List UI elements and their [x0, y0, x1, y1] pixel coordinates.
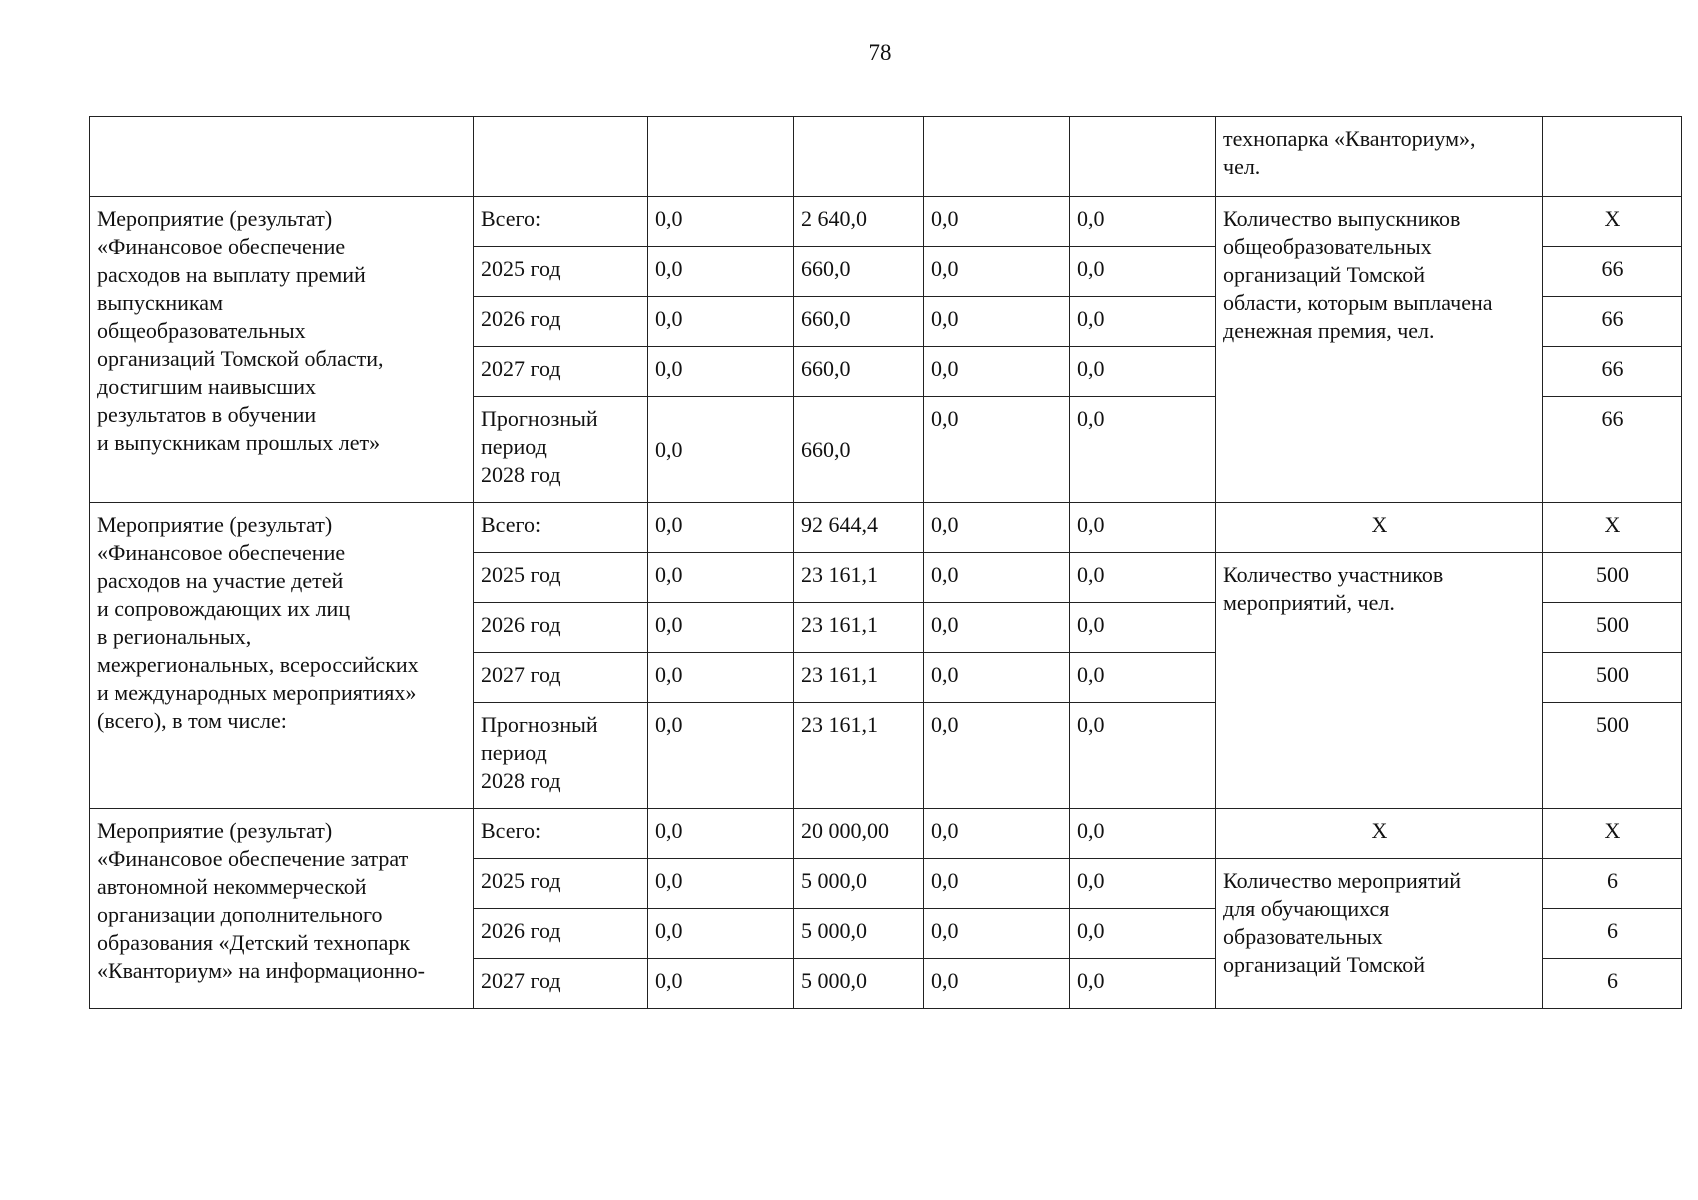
amount-cell: 0,0 — [1070, 909, 1216, 959]
amount-cell: 0,0 — [648, 909, 794, 959]
amount-cell: 0,0 — [924, 197, 1070, 247]
amount-cell: 23 161,1 — [794, 703, 924, 809]
indicator-value-cell: 66 — [1543, 297, 1682, 347]
amount-cell: 0,0 — [648, 297, 794, 347]
indicator-value-cell: 66 — [1543, 397, 1682, 503]
period-cell: Прогнозный период 2028 год — [474, 397, 648, 503]
period-cell: 2026 год — [474, 909, 648, 959]
amount-cell: 0,0 — [648, 503, 794, 553]
amount-cell: 0,0 — [648, 859, 794, 909]
amount-cell: 0,0 — [1070, 197, 1216, 247]
amount-cell: 23 161,1 — [794, 653, 924, 703]
indicator-value-cell: Х — [1543, 809, 1682, 859]
amount-cell: 0,0 — [648, 347, 794, 397]
period-cell: Всего: — [474, 809, 648, 859]
event-cell — [90, 117, 474, 197]
period-cell: 2025 год — [474, 859, 648, 909]
amount-cell: 0,0 — [1070, 653, 1216, 703]
amount-cell: 0,0 — [1070, 297, 1216, 347]
amount-cell: 660,0 — [794, 247, 924, 297]
indicator-value-cell: 6 — [1543, 909, 1682, 959]
indicator-cell: Х — [1216, 809, 1543, 859]
amount-cell: 5 000,0 — [794, 959, 924, 1009]
indicator-value-cell: Х — [1543, 197, 1682, 247]
amount-cell: 0,0 — [924, 553, 1070, 603]
period-cell: Всего: — [474, 503, 648, 553]
period-cell: 2026 год — [474, 297, 648, 347]
amount-cell: 0,0 — [924, 703, 1070, 809]
indicator-value-cell: Х — [1543, 503, 1682, 553]
amount-cell: 23 161,1 — [794, 553, 924, 603]
amount-cell: 0,0 — [1070, 397, 1216, 503]
amount-cell: 0,0 — [648, 553, 794, 603]
period-cell: 2027 год — [474, 347, 648, 397]
table-row — [90, 197, 1682, 247]
amount-cell: 0,0 — [924, 959, 1070, 1009]
event-cell: Мероприятие (результат) «Финансовое обеспечение расходов на выплату премий выпускникам общеобразовательных организаций Томской области, достигшим наивысших результатов в обучении и выпускникам прошлых лет» — [90, 197, 474, 503]
period-cell: 2025 год — [474, 553, 648, 603]
indicator-value-cell: 500 — [1543, 553, 1682, 603]
amount-cell: 0,0 — [648, 197, 794, 247]
indicator-value-cell: 500 — [1543, 653, 1682, 703]
indicator-cell: Количество участников мероприятий, чел. — [1216, 553, 1543, 809]
amount-cell: 0,0 — [924, 653, 1070, 703]
amount-cell: 0,0 — [924, 247, 1070, 297]
indicator-value-cell: 500 — [1543, 703, 1682, 809]
period-cell: Всего: — [474, 197, 648, 247]
amount-cell: 0,0 — [924, 503, 1070, 553]
amount-cell: 0,0 — [1070, 859, 1216, 909]
program-table — [89, 116, 1682, 1009]
amount-cell: 0,0 — [1070, 959, 1216, 1009]
amount-cell: 0,0 — [648, 653, 794, 703]
period-cell — [474, 117, 648, 197]
amount-cell: 5 000,0 — [794, 859, 924, 909]
amount-cell — [794, 117, 924, 197]
amount-cell: 23 161,1 — [794, 603, 924, 653]
indicator-cell: Количество выпускников общеобразовательных организаций Томской области, которым выплачена денежная премия, чел. — [1216, 197, 1543, 503]
indicator-cell: Количество мероприятий для обучающихся образовательных организаций Томской — [1216, 859, 1543, 1009]
period-cell: 2027 год — [474, 959, 648, 1009]
indicator-cell: технопарка «Кванториум», чел. — [1216, 117, 1543, 197]
indicator-value-cell: 6 — [1543, 959, 1682, 1009]
amount-cell — [1070, 117, 1216, 197]
indicator-value-cell: 6 — [1543, 859, 1682, 909]
indicator-cell: Х — [1216, 503, 1543, 553]
period-cell: 2025 год — [474, 247, 648, 297]
amount-cell: 0,0 — [1070, 503, 1216, 553]
period-cell: Прогнозный период 2028 год — [474, 703, 648, 809]
amount-cell: 660,0 — [794, 297, 924, 347]
amount-cell: 0,0 — [924, 397, 1070, 503]
indicator-value-cell: 500 — [1543, 603, 1682, 653]
amount-cell: 0,0 — [1070, 347, 1216, 397]
table-row — [90, 809, 1682, 859]
amount-cell: 660,0 — [794, 397, 924, 503]
amount-cell: 0,0 — [1070, 553, 1216, 603]
amount-cell: 20 000,00 — [794, 809, 924, 859]
amount-cell: 0,0 — [924, 297, 1070, 347]
continuation-row — [90, 117, 1682, 197]
amount-cell: 0,0 — [1070, 603, 1216, 653]
indicator-value-cell — [1543, 117, 1682, 197]
page-number: 78 — [868, 40, 892, 65]
amount-cell: 2 640,0 — [794, 197, 924, 247]
indicator-value-cell: 66 — [1543, 347, 1682, 397]
amount-cell: 92 644,4 — [794, 503, 924, 553]
amount-cell: 0,0 — [648, 603, 794, 653]
event-cell: Мероприятие (результат) «Финансовое обеспечение расходов на участие детей и сопровождающих их лиц в региональных, межрегиональных, всероссийских и международных мероприятиях» (всего), в том числе: — [90, 503, 474, 809]
indicator-value-cell: 66 — [1543, 247, 1682, 297]
amount-cell: 0,0 — [924, 809, 1070, 859]
amount-cell: 0,0 — [924, 909, 1070, 959]
amount-cell: 0,0 — [648, 397, 794, 503]
amount-cell: 0,0 — [1070, 247, 1216, 297]
amount-cell: 0,0 — [648, 703, 794, 809]
amount-cell — [924, 117, 1070, 197]
event-cell: Мероприятие (результат) «Финансовое обеспечение затрат автономной некоммерческой организации дополнительного образования «Детский технопарк «Кванториум» на информационно- — [90, 809, 474, 1009]
amount-cell: 660,0 — [794, 347, 924, 397]
amount-cell: 0,0 — [1070, 703, 1216, 809]
amount-cell: 0,0 — [924, 603, 1070, 653]
amount-cell: 0,0 — [924, 347, 1070, 397]
amount-cell: 0,0 — [648, 959, 794, 1009]
amount-cell: 0,0 — [924, 859, 1070, 909]
period-cell: 2026 год — [474, 603, 648, 653]
table-row — [90, 503, 1682, 553]
amount-cell: 0,0 — [1070, 809, 1216, 859]
amount-cell: 5 000,0 — [794, 909, 924, 959]
amount-cell — [648, 117, 794, 197]
amount-cell: 0,0 — [648, 809, 794, 859]
amount-cell: 0,0 — [648, 247, 794, 297]
period-cell: 2027 год — [474, 653, 648, 703]
